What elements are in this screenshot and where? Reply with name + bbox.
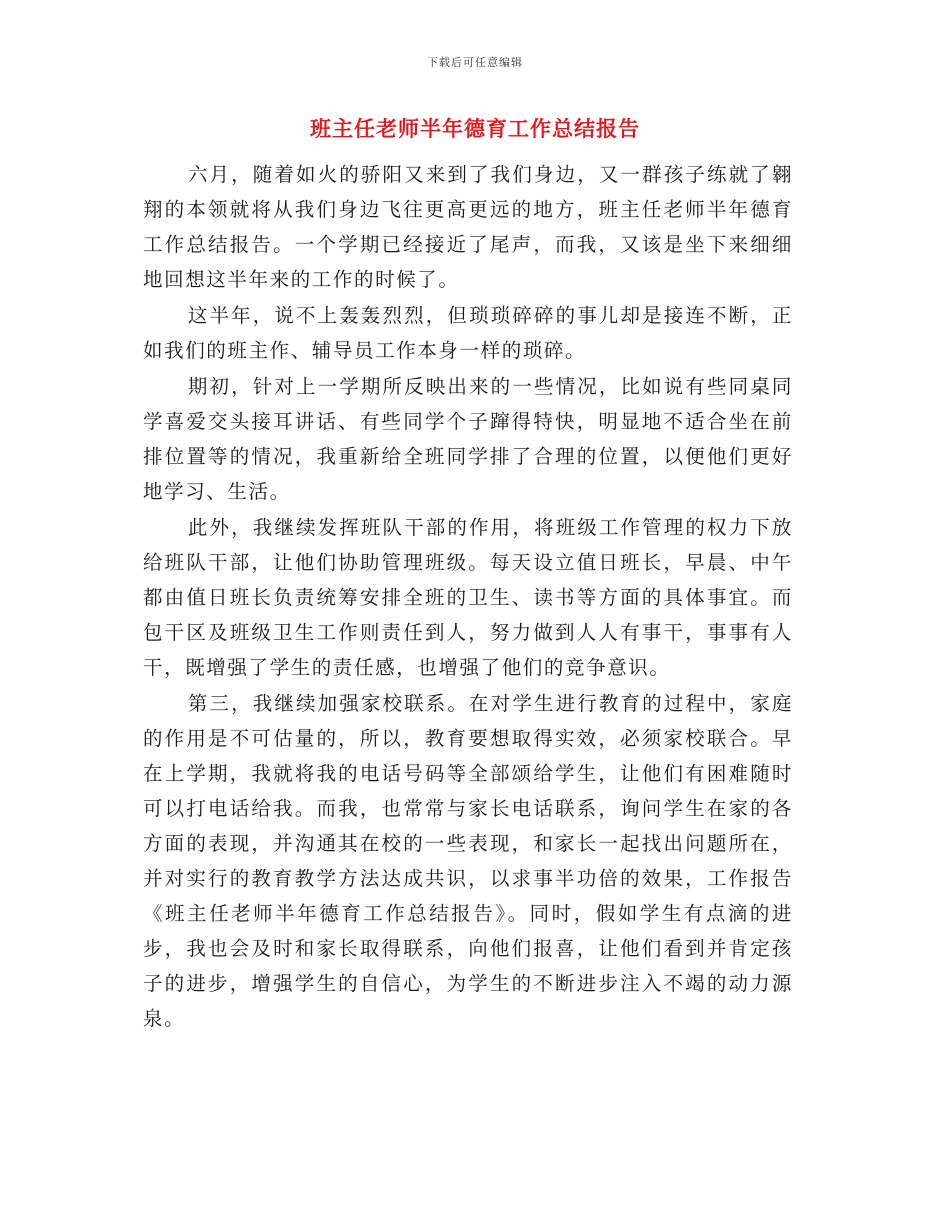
paragraph: 第三，我继续加强家校联系。在对学生进行教育的过程中，家庭的作用是不可估量的，所以，教育要想取得实效，必须家校联合。早在上学期，我就将我的电话号码等全部颂给学生，让他们有困难随时可以打电话给我。而我，也常常与家长电话联系，询问学生在家的各方面的表现，并沟通其在校的一些表现，和家长一起找出问题所在，并对实行的教育教学方法达成共识，以求事半功倍的效果，工作报告《班主任老师半年德育工作总结报告》。同时，假如学生有点滴的进步，我也会及时和家长取得联系，向他们报喜，让他们看到并肯定孩子的进步，增强学生的自信心，为学生的不断进步注入不竭的动力源泉。 xyxy=(143,692,793,1030)
paragraph: 这半年，说不上轰轰烈烈，但琐琐碎碎的事儿却是接连不断，正如我们的班主作、辅导员工作本身一样的琐碎。 xyxy=(143,304,793,362)
document-title: 班主任老师半年德育工作总结报告 xyxy=(310,117,640,141)
paragraph: 六月，随着如火的骄阳又来到了我们身边，又一群孩子练就了翱翔的本领就将从我们身边飞往更高更远的地方，班主任老师半年德育工作总结报告。一个学期已经接近了尾声，而我，又该是坐下来细细地回想这半年来的工作的时候了。 xyxy=(143,163,793,291)
document-body xyxy=(143,157,793,1037)
header-note: 下载后可任意编辑 xyxy=(427,56,523,69)
paragraph: 期初，针对上一学期所反映出来的一些情况，比如说有些同桌同学喜爱交头接耳讲话、有些同学个子蹿得特快，明显地不适合坐在前排位置等的情况，我重新给全班同学排了合理的位置，以便他们更好地学习、生活。 xyxy=(143,375,793,503)
paragraph: 此外，我继续发挥班队干部的作用，将班级工作管理的权力下放给班队干部，让他们协助管理班级。每天设立值日班长，早晨、中午都由值日班长负责统筹安排全班的卫生、读书等方面的具体事宜。而包干区及班级卫生工作则责任到人，努力做到人人有事干，事事有人干，既增强了学生的责任感，也增强了他们的竞争意识。 xyxy=(143,516,793,679)
